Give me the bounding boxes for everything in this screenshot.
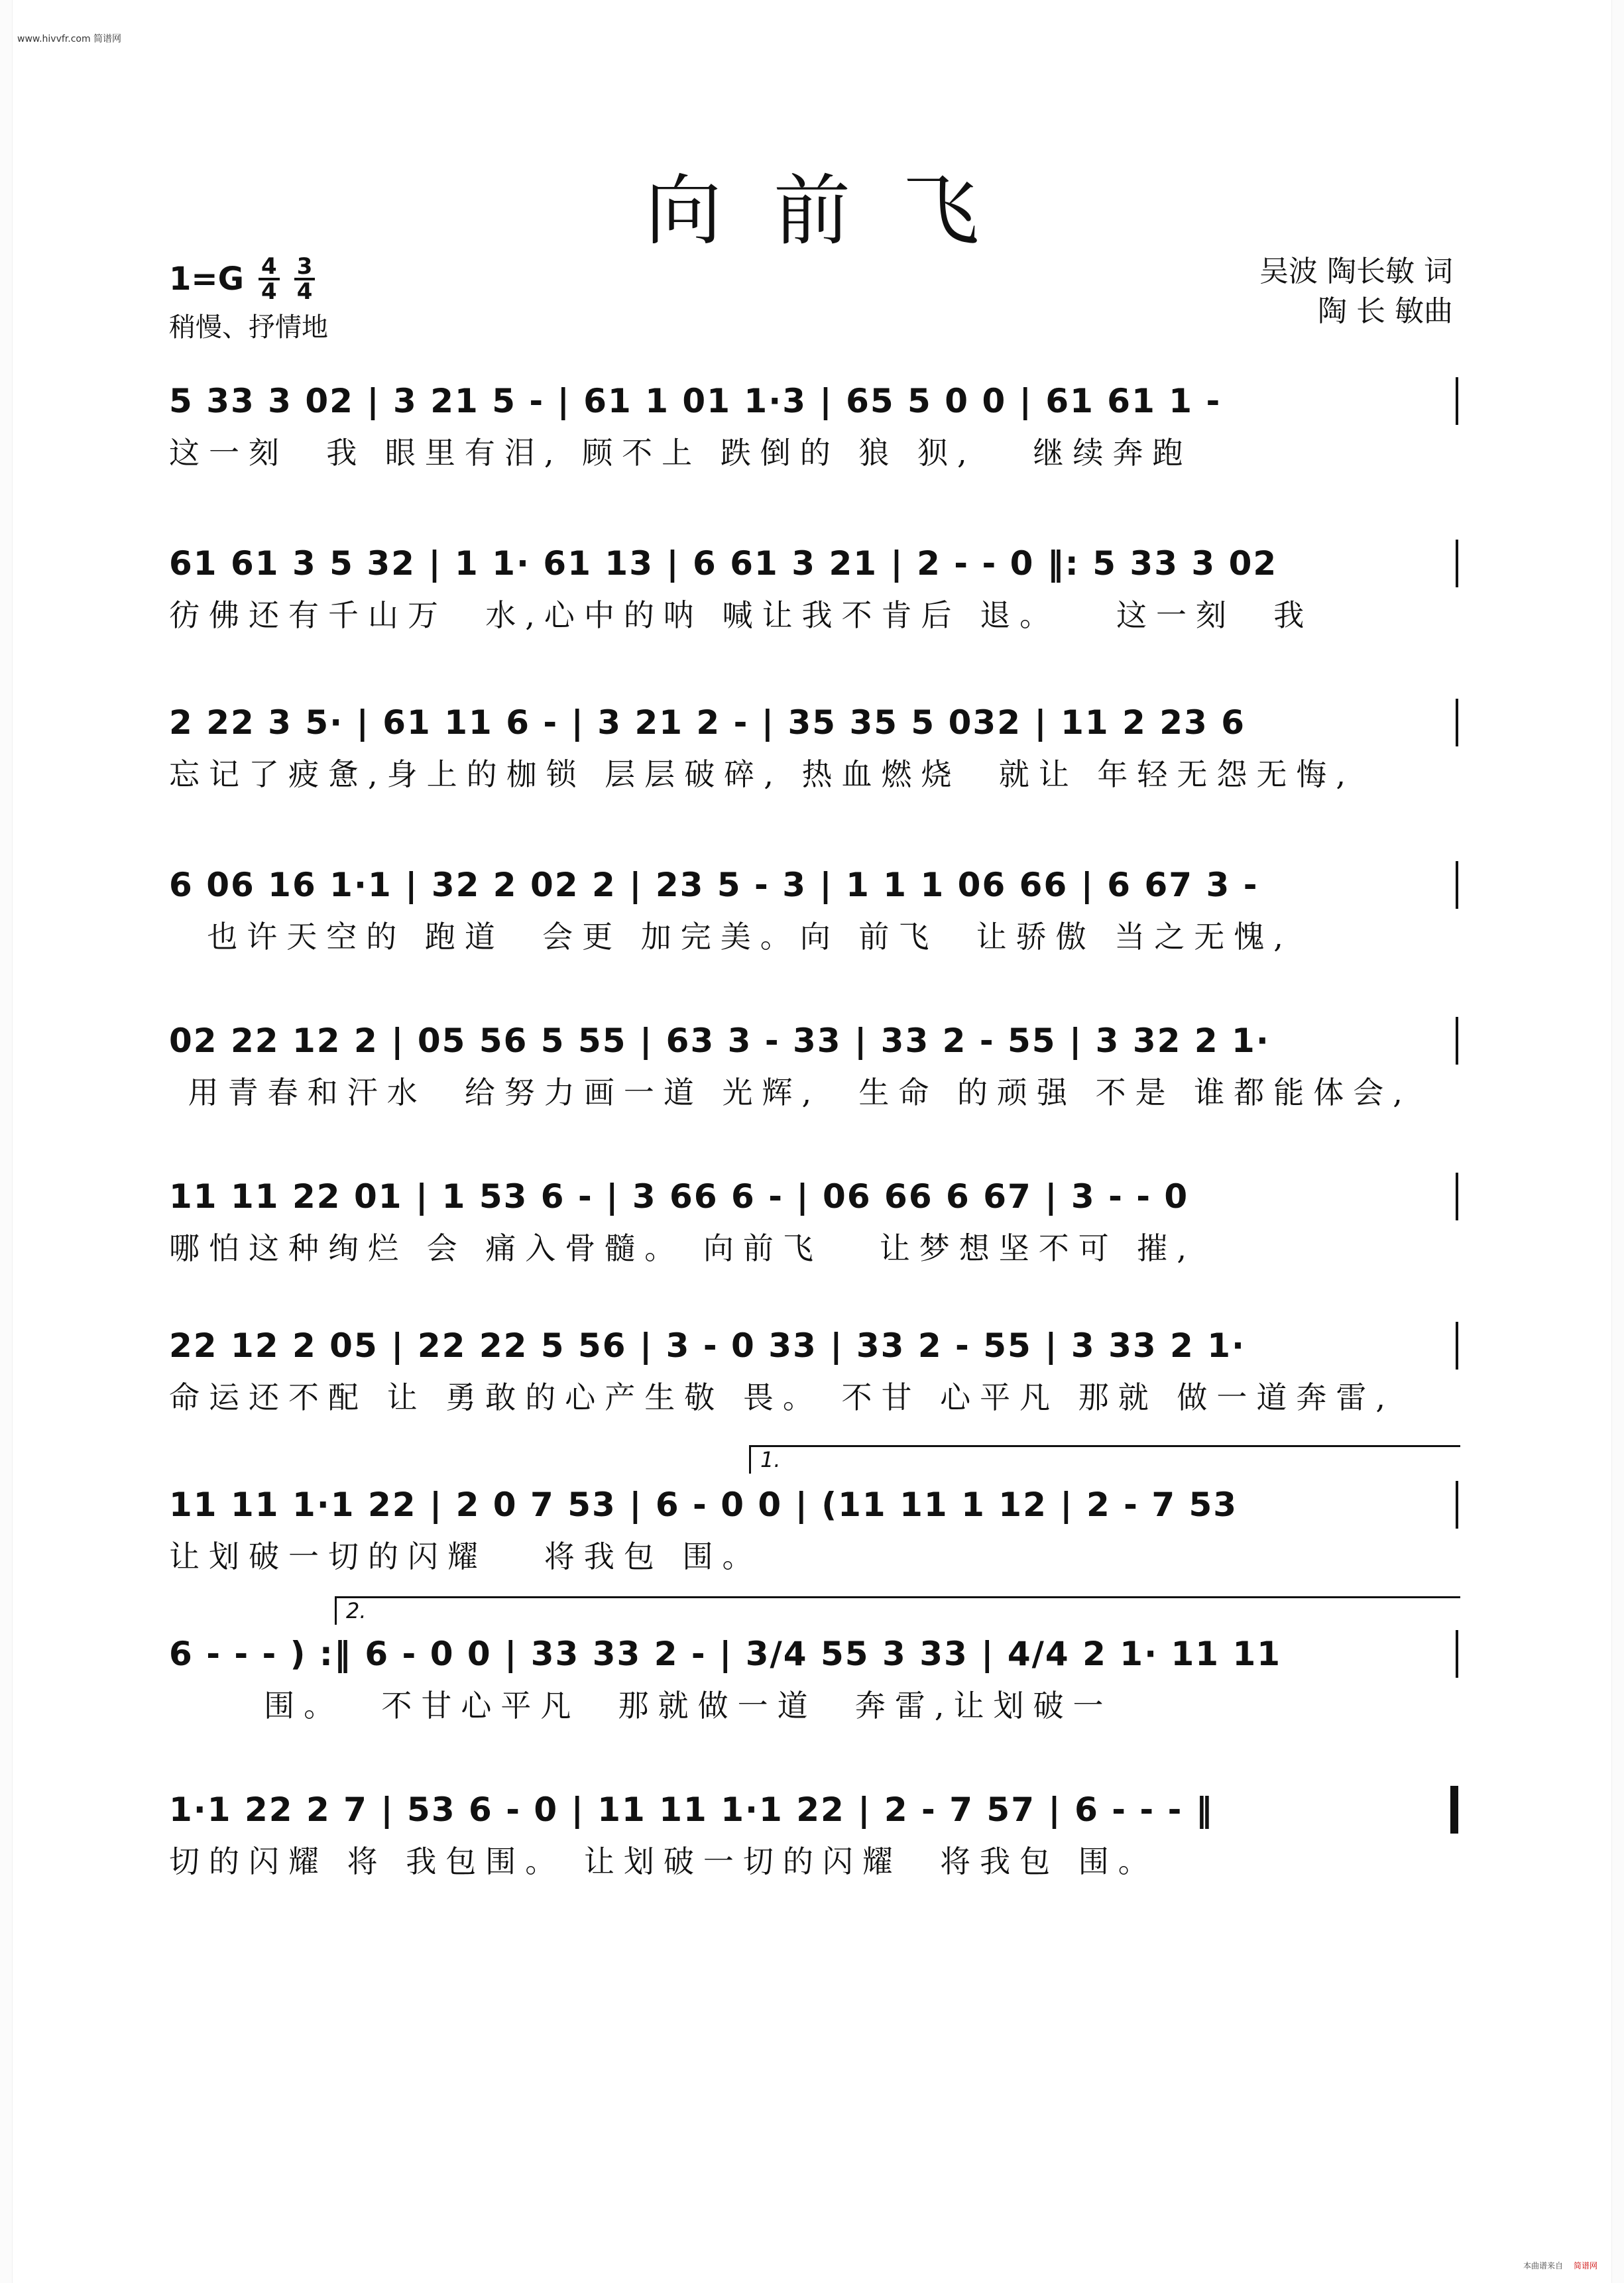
- left-margin-strip: [0, 0, 13, 2283]
- first-ending-bracket: 1.: [749, 1445, 1460, 1474]
- notation-row: 22 12 2 05 | 22 22 5 56 | 3 - 0 33 | 33 2 - 55 | 3 33 2 1·: [169, 1326, 1246, 1365]
- composer: 陶 长 敏曲: [1318, 294, 1453, 328]
- barline: [1456, 699, 1458, 746]
- notation-row: 11 11 1·1 22 | 2 0 7 53 | 6 - 0 0 | (11 11 1 12 | 2 - 7 53: [169, 1486, 1238, 1524]
- page-footer: [1523, 2260, 1597, 2271]
- final-barline: [1450, 1786, 1458, 1834]
- barline: [1456, 1017, 1458, 1065]
- barline: [1456, 1481, 1458, 1529]
- lyric-row: 也许天空的 跑道 会更 加完美。向 前飞 让骄傲 当之无愧,: [169, 919, 1293, 955]
- lyric-row: 围。 不甘心平凡 那就做一道 奔雷,让划破一: [169, 1688, 1113, 1724]
- lyricist: 吴波 陶长敏 词: [1259, 255, 1453, 288]
- footer-left: 本曲谱来自: [1523, 2261, 1563, 2270]
- lyric-row: 忘记了疲惫,身上的枷锁 层层破碎, 热血燃烧 就让 年轻无怨无悔,: [169, 756, 1355, 792]
- notation-row: 6 06 16 1·1 | 32 2 02 2 | 23 5 - 3 | 1 1 1 06 66 | 6 67 3 -: [169, 866, 1259, 904]
- notation-row: 61 61 3 5 32 | 1 1· 61 13 | 6 61 3 21 | 2 - - 0 ‖: 5 33 3 02: [169, 544, 1278, 583]
- barline: [1456, 377, 1458, 425]
- barline: [1456, 1630, 1458, 1678]
- notation-row: 5 33 3 02 | 3 21 5 - | 61 1 01 1·3 | 65 5 0 0 | 61 61 1 -: [169, 382, 1222, 420]
- lyric-row: 哪怕这种绚烂 会 痛入骨髓。 向前飞 让梦想坚不可 摧,: [169, 1230, 1196, 1266]
- notation-row: 2 22 3 5· | 61 11 6 - | 3 21 2 - | 35 35 5 032 | 11 2 23 6: [169, 703, 1246, 742]
- notation-row: 1·1 22 2 7 | 53 6 - 0 | 11 11 1·1 22 | 2 - 7 57 | 6 - - - ‖: [169, 1790, 1214, 1829]
- right-margin-strip: [1611, 0, 1624, 2283]
- barline: [1456, 1173, 1458, 1220]
- source-url: www.hivvfr.com 简谱网: [17, 34, 122, 44]
- lyric-row: 彷佛还有千山万 水,心中的呐 喊让我不肯后 退。 这一刻 我: [169, 597, 1314, 633]
- notation-row: 6 - - - ) :‖ 6 - 0 0 | 33 33 2 - | 3/4 55 3 33 | 4/4 2 1· 11 11: [169, 1635, 1282, 1673]
- lyric-row: 切的闪耀 将 我包围。 让划破一切的闪耀 将我包 围。: [169, 1844, 1158, 1879]
- lyric-row: 这一刻 我 眼里有泪, 顾不上 跌倒的 狼 狈, 继续奔跑: [169, 435, 1192, 471]
- time-signature-1: $\frac{4}{4}$: [259, 255, 280, 303]
- song-title: 向前飞: [645, 166, 1031, 256]
- footer-right: 简谱网: [1573, 2261, 1597, 2270]
- credits: [1259, 252, 1453, 331]
- barline: [1456, 861, 1458, 909]
- notation-row: 11 11 22 01 | 1 53 6 - | 3 66 6 - | 06 66 6 67 | 3 - - 0: [169, 1177, 1189, 1216]
- lyric-row: 让划破一切的闪耀 将我包 围。: [169, 1539, 762, 1574]
- second-ending-bracket: 2.: [335, 1596, 1460, 1625]
- time-signature-2: $\frac{3}{4}$: [294, 255, 316, 303]
- lyric-row: 用青春和汗水 给努力画一道 光辉, 生命 的顽强 不是 谁都能体会,: [169, 1075, 1412, 1110]
- lyric-row: 命运还不配 让 勇敢的心产生敬 畏。 不甘 心平凡 那就 做一道奔雷,: [169, 1379, 1395, 1415]
- notation-row: 02 22 12 2 | 05 56 5 55 | 63 3 - 33 | 33 2 - 55 | 3 32 2 1·: [169, 1022, 1270, 1060]
- barline: [1456, 1322, 1458, 1370]
- key-label: 1=G: [169, 261, 245, 298]
- tempo-marking: 稍慢、抒情地: [169, 312, 328, 343]
- key-signature: [169, 255, 315, 303]
- barline: [1456, 540, 1458, 587]
